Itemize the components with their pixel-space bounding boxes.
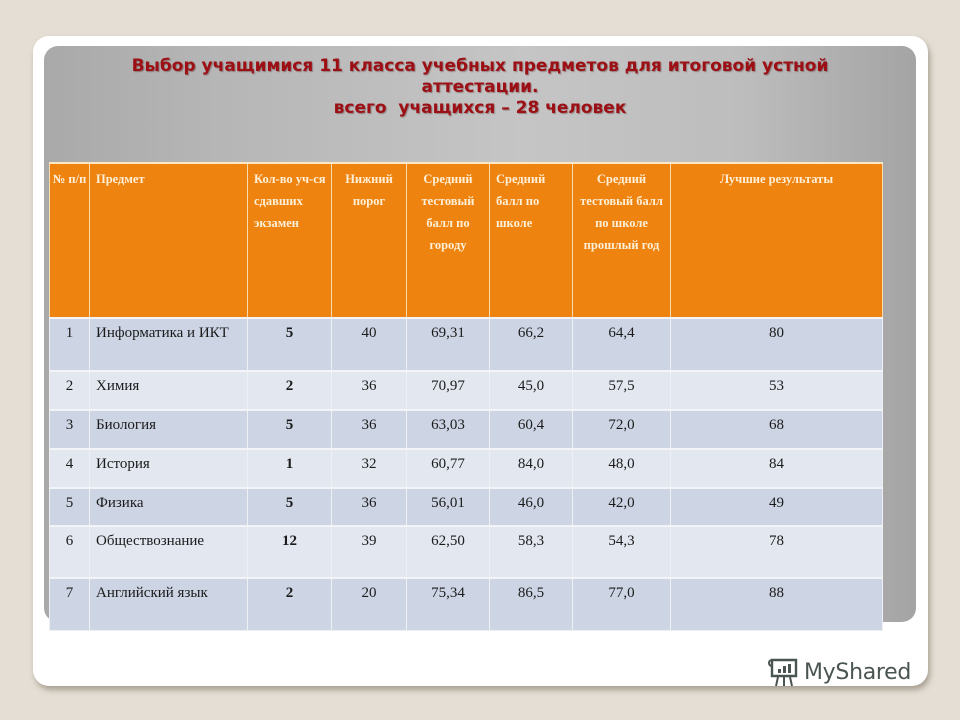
header-students-count: Кол-во уч-ся сдавших экзамен: [248, 163, 332, 318]
header-city-average: Средний тестовый балл по городу: [407, 163, 490, 318]
cell-number: 4: [50, 449, 90, 488]
cell-best: 88: [671, 578, 883, 630]
cell-school-average: 46,0: [490, 488, 573, 526]
cell-students-count: 1: [248, 449, 332, 488]
cell-subject: Обществознание: [90, 526, 248, 578]
cell-best: 53: [671, 371, 883, 410]
watermark-logo: [766, 656, 911, 688]
cell-best: 80: [671, 318, 883, 371]
table-row: [50, 526, 883, 578]
cell-last-year: 57,5: [573, 371, 671, 410]
cell-students-count: 5: [248, 318, 332, 371]
header-school-average-last-year: Средний тестовый балл по школе прошлый год: [573, 163, 671, 318]
cell-last-year: 54,3: [573, 526, 671, 578]
presentation-board-icon: [766, 656, 800, 688]
cell-city-average: 62,50: [407, 526, 490, 578]
cell-best: 68: [671, 410, 883, 449]
cell-min-threshold: 36: [332, 371, 407, 410]
cell-students-count: 5: [248, 410, 332, 449]
cell-city-average: 56,01: [407, 488, 490, 526]
table-row: [50, 449, 883, 488]
cell-students-count: 5: [248, 488, 332, 526]
cell-city-average: 75,34: [407, 578, 490, 630]
cell-number: 2: [50, 371, 90, 410]
cell-subject: Физика: [90, 488, 248, 526]
header-subject: Предмет: [90, 163, 248, 318]
cell-city-average: 60,77: [407, 449, 490, 488]
cell-school-average: 45,0: [490, 371, 573, 410]
header-school-average: Средний балл по школе: [490, 163, 573, 318]
cell-students-count: 12: [248, 526, 332, 578]
cell-min-threshold: 40: [332, 318, 407, 371]
cell-school-average: 66,2: [490, 318, 573, 371]
cell-min-threshold: 32: [332, 449, 407, 488]
cell-number: 5: [50, 488, 90, 526]
title-line-2: аттестации.: [421, 77, 539, 97]
cell-city-average: 69,31: [407, 318, 490, 371]
cell-school-average: 86,5: [490, 578, 573, 630]
table-row: [50, 488, 883, 526]
cell-last-year: 64,4: [573, 318, 671, 371]
cell-min-threshold: 20: [332, 578, 407, 630]
slide-title: [60, 56, 900, 119]
cell-last-year: 72,0: [573, 410, 671, 449]
header-min-threshold: Нижний порог: [332, 163, 407, 318]
cell-city-average: 63,03: [407, 410, 490, 449]
cell-school-average: 58,3: [490, 526, 573, 578]
header-best-results: Лучшие результаты: [671, 163, 883, 318]
cell-number: 3: [50, 410, 90, 449]
cell-students-count: 2: [248, 578, 332, 630]
cell-subject: Информатика и ИКТ: [90, 318, 248, 371]
table-row: [50, 318, 883, 371]
cell-best: 84: [671, 449, 883, 488]
cell-subject: История: [90, 449, 248, 488]
table-row: [50, 371, 883, 410]
cell-subject: Биология: [90, 410, 248, 449]
table-header-row: [50, 163, 883, 318]
cell-best: 49: [671, 488, 883, 526]
cell-min-threshold: 36: [332, 410, 407, 449]
cell-number: 1: [50, 318, 90, 371]
cell-students-count: 2: [248, 371, 332, 410]
title-line-3: всего учащихся – 28 человек: [333, 98, 627, 118]
cell-number: 7: [50, 578, 90, 630]
cell-last-year: 77,0: [573, 578, 671, 630]
cell-city-average: 70,97: [407, 371, 490, 410]
cell-subject: Английский язык: [90, 578, 248, 630]
results-table: [49, 162, 883, 631]
cell-min-threshold: 36: [332, 488, 407, 526]
cell-subject: Химия: [90, 371, 248, 410]
cell-last-year: 48,0: [573, 449, 671, 488]
cell-last-year: 42,0: [573, 488, 671, 526]
cell-best: 78: [671, 526, 883, 578]
header-number: № п/п: [50, 163, 90, 318]
cell-school-average: 84,0: [490, 449, 573, 488]
cell-number: 6: [50, 526, 90, 578]
table-row: [50, 410, 883, 449]
watermark-text: MyShared: [804, 659, 912, 685]
cell-school-average: 60,4: [490, 410, 573, 449]
table-row: [50, 578, 883, 630]
title-line-1: Выбор учащимися 11 класса учебных предметов для итоговой устной: [131, 56, 829, 76]
cell-min-threshold: 39: [332, 526, 407, 578]
